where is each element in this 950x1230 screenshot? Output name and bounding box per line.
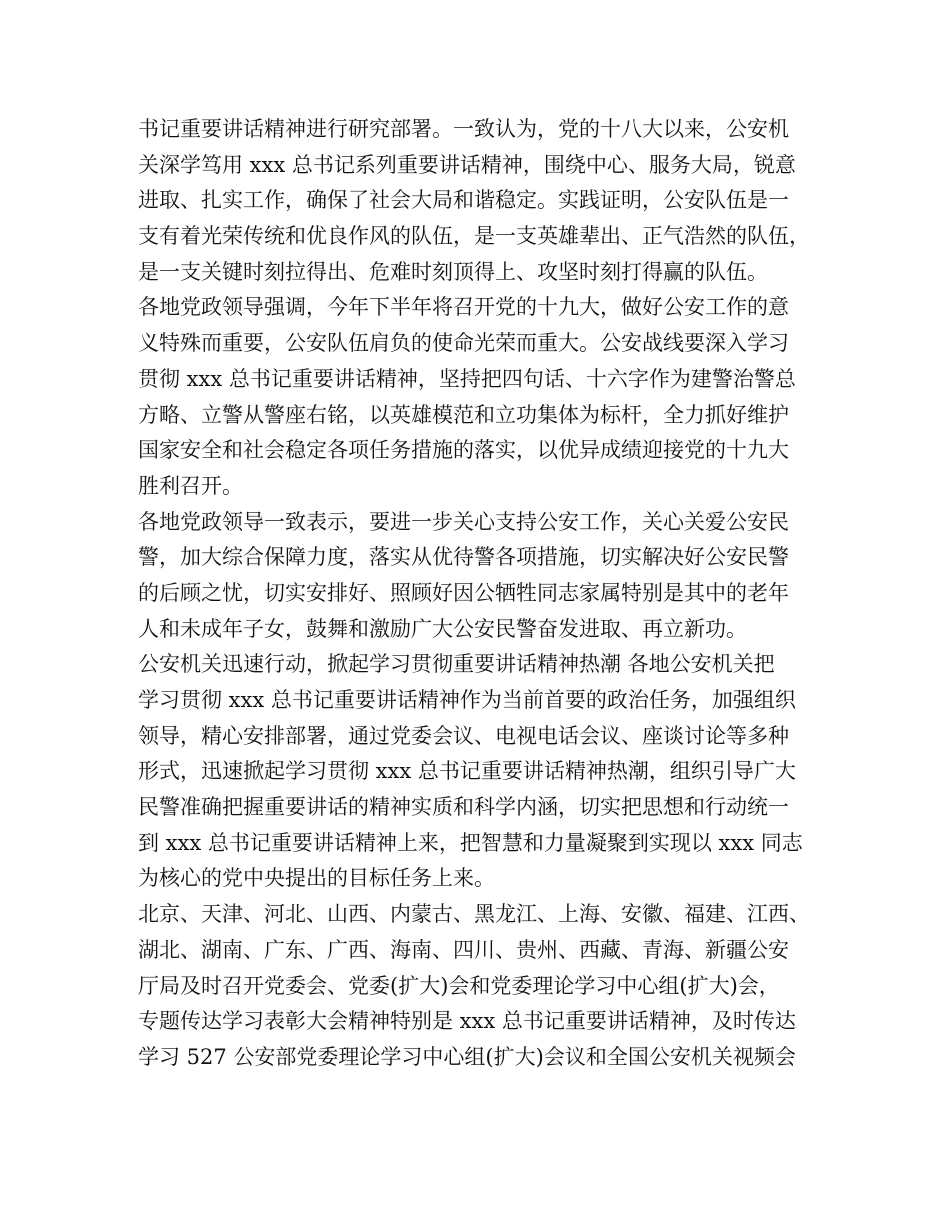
- text-line: 进取、扎实工作，确保了社会大局和谐稳定。实践证明，公安队伍是一: [138, 188, 789, 213]
- text-line: 厅局及时召开党委会、党委(扩大)会和党委理论学习中心组(扩大)会，: [138, 973, 780, 998]
- text-line: 贯彻 xxx 总书记重要讲话精神，坚持把四句话、十六字作为建警治警总: [138, 366, 796, 391]
- text-line: 到 xxx 总书记重要讲话精神上来，把智慧和力量凝聚到实现以 xxx 同志: [138, 830, 803, 855]
- text-line: 是一支关键时刻拉得出、危难时刻顶得上、攻坚时刻打得赢的队伍。: [138, 259, 768, 284]
- text-line: 专题传达学习表彰大会精神特别是 xxx 总书记重要讲话精神，及时传达: [138, 1009, 796, 1034]
- text-line: 关深学笃用 xxx 总书记系列重要讲话精神，围绕中心、服务大局，锐意: [138, 152, 796, 177]
- text-line: 各地党政领导一致表示，要进一步关心支持公安工作，关心关爱公安民: [138, 509, 789, 534]
- text-line: 公安机关迅速行动，掀起学习贯彻重要讲话精神热潮 各地公安机关把: [138, 652, 775, 677]
- text-line: 形式，迅速掀起学习贯彻 xxx 总书记重要讲话精神热潮，组织引导广大: [138, 759, 796, 784]
- text-line: 北京、天津、河北、山西、内蒙古、黑龙江、上海、安徽、福建、江西、: [138, 902, 810, 927]
- text-line: 湖北、湖南、广东、广西、海南、四川、贵州、西藏、青海、新疆公安: [138, 937, 789, 962]
- paragraph-1: [138, 112, 828, 290]
- text-line: 警，加大综合保障力度，落实从优待警各项措施，切实解决好公安民警: [138, 545, 789, 570]
- text-line: 领导，精心安排部署，通过党委会议、电视电话会议、座谈讨论等多种: [138, 723, 789, 748]
- text-line: 为核心的党中央提出的目标任务上来。: [138, 866, 495, 891]
- document-body: [138, 112, 828, 1076]
- paragraph-3: [138, 505, 828, 648]
- text-line: 书记重要讲话精神进行研究部署。一致认为，党的十八大以来，公安机: [138, 117, 789, 141]
- text-line: 义特殊而重要，公安队伍肩负的使命光荣而重大。公安战线要深入学习: [138, 331, 789, 356]
- text-line: 国家安全和社会稳定各项任务措施的落实，以优异成绩迎接党的十九大: [138, 438, 789, 463]
- paragraph-4: [138, 647, 828, 897]
- text-line: 学习贯彻 xxx 总书记重要讲话精神作为当前首要的政治任务，加强组织: [138, 688, 796, 712]
- text-line: 支有着光荣传统和优良作风的队伍，是一支英雄辈出、正气浩然的队伍，: [138, 224, 810, 249]
- text-line: 方略、立警从警座右铭，以英雄模范和立功集体为标杆，全力抓好维护: [138, 402, 789, 427]
- text-line: 民警准确把握重要讲话的精神实质和科学内涵，切实把思想和行动统一: [138, 795, 789, 820]
- paragraph-2: [138, 290, 828, 504]
- text-line: 各地党政领导强调，今年下半年将召开党的十九大，做好公安工作的意: [138, 295, 789, 320]
- text-line: 人和未成年子女，鼓舞和激励广大公安民警奋发进取、再立新功。: [138, 616, 747, 641]
- text-line: 胜利召开。: [138, 473, 243, 498]
- paragraph-5: [138, 897, 828, 1075]
- text-line: 的后顾之忧，切实安排好、照顾好因公牺牲同志家属特别是其中的老年: [138, 580, 789, 605]
- text-line: 学习 527 公安部党委理论学习中心组(扩大)会议和全国公安机关视频会: [138, 1044, 796, 1069]
